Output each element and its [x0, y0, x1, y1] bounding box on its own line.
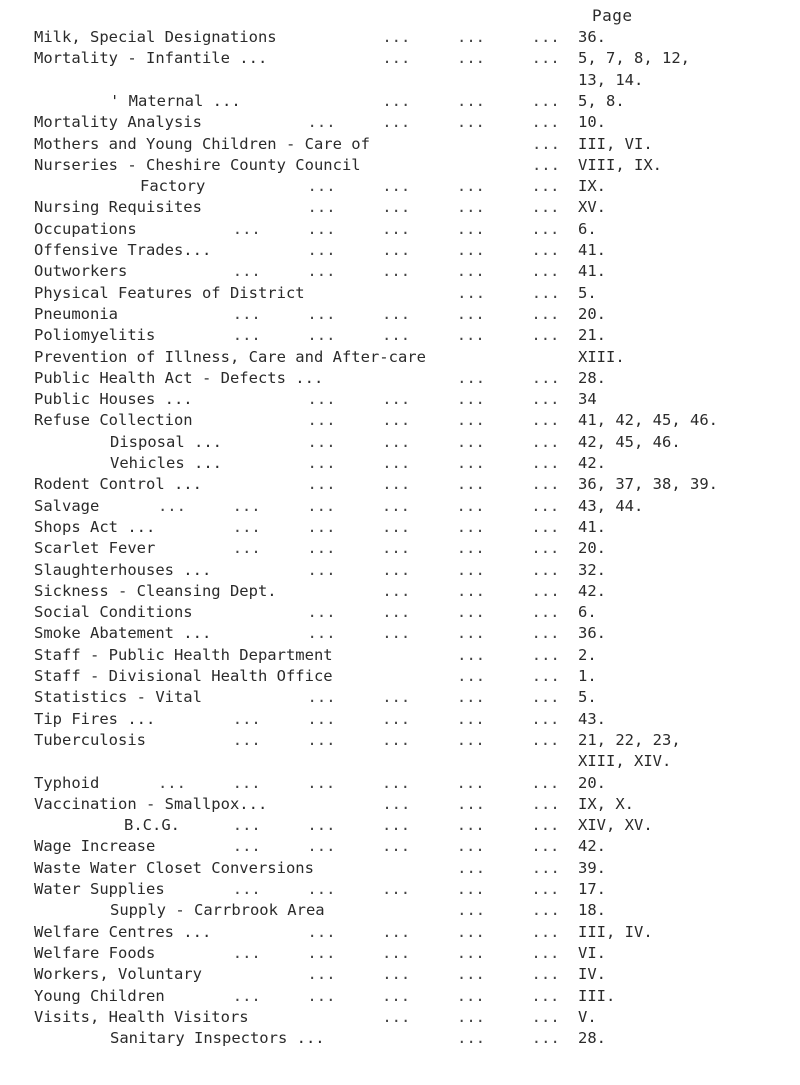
leader-dots: ... ... ... ... ... ...: [157, 773, 560, 792]
page-references: 5.: [578, 283, 597, 302]
index-entry: [0, 859, 800, 879]
entry-term: Sickness - Cleansing Dept.: [34, 581, 277, 600]
page-references: IX.: [578, 177, 606, 196]
page-references: XIII, XIV.: [578, 752, 672, 771]
entry-term: Workers, Voluntary: [34, 965, 202, 984]
entry-term: Refuse Collection: [34, 411, 193, 430]
entry-term: Welfare Foods: [34, 943, 156, 962]
entry-term: Scarlet Fever: [34, 539, 156, 558]
entry-term: Water Supplies: [34, 880, 165, 898]
leader-dots: ... ...: [457, 368, 560, 387]
entry-term: Wage Increase: [34, 837, 156, 856]
leader-dots: ... ... ...: [382, 1007, 560, 1026]
page-references: 36, 37, 38, 39.: [578, 475, 718, 494]
entry-term: Offensive Trades...: [34, 241, 212, 259]
index-entry: [0, 688, 800, 708]
leader-dots: ... ... ... ...: [307, 688, 560, 707]
page-references: XV.: [578, 198, 606, 217]
index-entry: [0, 646, 800, 666]
index-entry: [0, 987, 800, 1007]
index-entry: [0, 837, 800, 857]
entry-term: Young Children: [34, 986, 165, 1005]
entry-term: Sanitary Inspectors ...: [110, 1029, 325, 1048]
index-entry: [0, 262, 800, 282]
leader-dots: ... ... ...: [382, 794, 560, 813]
leader-dots: ... ... ... ... ...: [232, 539, 560, 558]
page-references: 41, 42, 45, 46.: [578, 411, 718, 430]
index-entry: [0, 92, 800, 112]
page-references: 20.: [578, 773, 606, 792]
index-entry: [0, 561, 800, 581]
page-references: VIII, IX.: [578, 155, 662, 174]
page-references: 21, 22, 23,: [578, 730, 681, 749]
page-references: 42.: [578, 581, 606, 600]
leader-dots: ... ... ... ... ...: [232, 730, 560, 749]
index-entry: [0, 667, 800, 687]
index-entry: [0, 198, 800, 218]
page-references: 21.: [578, 326, 606, 345]
page-references: 2.: [578, 645, 597, 664]
page-references: 10.: [578, 113, 606, 132]
index-entry: [0, 923, 800, 943]
page-references: 43, 44.: [578, 496, 644, 515]
entry-term: Nurseries - Cheshire County Council: [34, 155, 361, 174]
page-references: III.: [578, 986, 616, 1005]
entry-term: Staff - Divisional Health Office: [34, 667, 333, 685]
leader-dots: ... ... ... ...: [307, 432, 560, 451]
entry-term: Public Health Act - Defects ...: [34, 368, 324, 387]
page-references: 36.: [578, 624, 606, 643]
index-entry: [0, 156, 800, 176]
entry-term: Staff - Public Health Department: [34, 645, 333, 664]
page-references: III, IV.: [578, 922, 653, 941]
entry-term: Shops Act ...: [34, 517, 156, 536]
page-references: 5.: [578, 688, 597, 707]
entry-term: Poliomyelitis: [34, 326, 156, 345]
leader-dots: ... ... ... ...: [307, 603, 560, 622]
index-entry: [0, 497, 800, 517]
page-references: XIV, XV.: [578, 816, 653, 835]
leader-dots: ...: [531, 134, 560, 153]
leader-dots: ... ... ... ...: [307, 560, 560, 579]
index-entry: [0, 454, 800, 474]
entry-term: Mothers and Young Children - Care of: [34, 134, 370, 153]
entry-term: Nursing Requisites: [34, 198, 202, 217]
entry-term: Welfare Centres ...: [34, 922, 212, 941]
leader-dots: ... ... ... ...: [307, 475, 560, 494]
page-references: 20.: [578, 304, 606, 323]
entry-term: Pneumonia: [34, 304, 118, 323]
index-entry: [0, 113, 800, 133]
leader-dots: ... ... ...: [382, 581, 560, 600]
entry-term: Prevention of Illness, Care and After-care: [34, 347, 426, 366]
index-entry: [0, 795, 800, 815]
leader-dots: ... ... ... ... ...: [232, 709, 560, 728]
entry-term: B.C.G.: [124, 816, 180, 835]
page-references: 39.: [578, 858, 606, 877]
entry-term: Occupations: [34, 219, 137, 238]
index-entry: [0, 49, 800, 69]
leader-dots: ... ...: [457, 283, 560, 302]
leader-dots: ... ... ... ... ...: [232, 943, 560, 962]
index-entry: [0, 752, 800, 772]
entry-term: Salvage: [34, 496, 100, 515]
leader-dots: ... ... ... ...: [307, 390, 560, 409]
page-references: 6.: [578, 603, 597, 622]
page-references: 42.: [578, 837, 606, 856]
index-entry: [0, 177, 800, 197]
leader-dots: ... ... ... ...: [307, 624, 560, 643]
leader-dots: ...: [531, 155, 560, 174]
index-entry: [0, 901, 800, 921]
page-references: 41.: [578, 262, 606, 281]
index-entry: [0, 411, 800, 431]
entry-term: Factory: [140, 177, 206, 196]
index-entry: [0, 220, 800, 240]
page-references: 5, 7, 8, 12,: [578, 49, 690, 68]
leader-dots: ... ... ... ... ...: [232, 816, 560, 835]
entry-term: Supply - Carrbrook Area: [110, 901, 325, 920]
entry-term: Mortality Analysis: [34, 113, 202, 132]
page-references: 41.: [578, 241, 606, 259]
leader-dots: ... ... ... ... ...: [232, 262, 560, 281]
index-entry: [0, 433, 800, 453]
page-references: 43.: [578, 709, 606, 728]
index-entry: [0, 326, 800, 346]
entry-term: ' Maternal ...: [110, 91, 241, 110]
index-entry: [0, 944, 800, 964]
entry-term: Social Conditions: [34, 603, 193, 622]
index-entry: [0, 880, 800, 900]
leader-dots: ... ... ... ... ...: [232, 304, 560, 323]
index-entry: [0, 603, 800, 623]
entry-term: Mortality - Infantile ...: [34, 49, 268, 68]
entry-term: Physical Features of District: [34, 283, 305, 302]
index-entry: [0, 774, 800, 794]
leader-dots: ... ... ... ... ...: [232, 517, 560, 536]
leader-dots: ... ... ... ... ...: [232, 837, 560, 856]
entry-term: Typhoid: [34, 773, 100, 792]
page-references: 18.: [578, 901, 606, 920]
index-entry: [0, 305, 800, 325]
index-entry: [0, 518, 800, 538]
leader-dots: ... ... ... ... ...: [232, 219, 560, 238]
page-references: V.: [578, 1007, 597, 1026]
leader-dots: ... ... ... ... ...: [232, 326, 560, 345]
leader-dots: ... ...: [457, 667, 560, 685]
leader-dots: ... ...: [457, 645, 560, 664]
leader-dots: ... ...: [457, 1029, 560, 1048]
leader-dots: ... ... ... ...: [307, 411, 560, 430]
entry-term: Visits, Health Visitors: [34, 1007, 249, 1026]
page-references: XIII.: [578, 347, 625, 366]
page-references: 6.: [578, 219, 597, 238]
entry-term: Vehicles ...: [110, 454, 222, 472]
leader-dots: ... ... ... ...: [307, 922, 560, 941]
entry-term: Tip Fires ...: [34, 709, 156, 728]
entry-term: Slaughterhouses ...: [34, 560, 212, 579]
page-references: IX, X.: [578, 794, 634, 813]
page-references: VI.: [578, 943, 606, 962]
leader-dots: ... ... ...: [382, 49, 560, 68]
index-entry: [0, 284, 800, 304]
index-entry: [0, 369, 800, 389]
leader-dots: ... ... ... ...: [307, 454, 560, 472]
index-entry: [0, 71, 800, 91]
page-references: IV.: [578, 965, 606, 984]
leader-dots: ... ... ... ...: [307, 241, 560, 259]
index-entry: [0, 965, 800, 985]
leader-dots: ... ... ... ... ... ...: [157, 496, 560, 515]
page-references: 28.: [578, 368, 606, 387]
index-entry: [0, 1029, 800, 1049]
entry-term: Milk, Special Designations: [34, 28, 277, 46]
page-references: 13, 14.: [578, 70, 644, 89]
page-references: 42.: [578, 454, 606, 472]
page-references: 17.: [578, 880, 606, 898]
leader-dots: ... ... ... ... ...: [232, 986, 560, 1005]
index-entry: [0, 348, 800, 368]
index-entry: [0, 539, 800, 559]
entry-term: Disposal ...: [110, 432, 222, 451]
page-references: 5, 8.: [578, 91, 625, 110]
index-entry: [0, 582, 800, 602]
leader-dots: ... ... ... ...: [307, 113, 560, 132]
index-entry: [0, 390, 800, 410]
index-entry: [0, 1008, 800, 1028]
entry-term: Smoke Abatement ...: [34, 624, 212, 643]
leader-dots: ... ... ...: [382, 91, 560, 110]
page-references: 20.: [578, 539, 606, 558]
entry-term: Public Houses ...: [34, 390, 193, 409]
page-references: 42, 45, 46.: [578, 432, 681, 451]
index-entry: [0, 731, 800, 751]
entry-term: Vaccination - Smallpox...: [34, 794, 268, 813]
leader-dots: ... ... ... ...: [307, 177, 560, 196]
page-references: 41.: [578, 517, 606, 536]
index-entry: [0, 241, 800, 261]
entry-term: Statistics - Vital: [34, 688, 202, 707]
leader-dots: ... ... ... ... ...: [232, 880, 560, 898]
leader-dots: ... ...: [457, 858, 560, 877]
index-entry: [0, 710, 800, 730]
index-entry: [0, 135, 800, 155]
page-references: 28.: [578, 1029, 606, 1048]
index-entry: [0, 28, 800, 48]
entry-term: Outworkers: [34, 262, 128, 281]
page-references: 34: [578, 390, 597, 409]
page-column-heading: Page: [592, 6, 633, 25]
entry-term: Rodent Control ...: [34, 475, 202, 494]
leader-dots: ... ...: [457, 901, 560, 920]
index-entry: [0, 475, 800, 495]
leader-dots: ... ... ...: [382, 28, 560, 46]
leader-dots: ... ... ... ...: [307, 965, 560, 984]
leader-dots: ... ... ... ...: [307, 198, 560, 217]
index-entry: [0, 816, 800, 836]
page-references: 1.: [578, 667, 597, 685]
page-references: 36.: [578, 28, 606, 46]
index-entry: [0, 624, 800, 644]
page-references: III, VI.: [578, 134, 653, 153]
entry-term: Tuberculosis: [34, 730, 146, 749]
entry-term: Waste Water Closet Conversions: [34, 858, 314, 877]
page-references: 32.: [578, 560, 606, 579]
